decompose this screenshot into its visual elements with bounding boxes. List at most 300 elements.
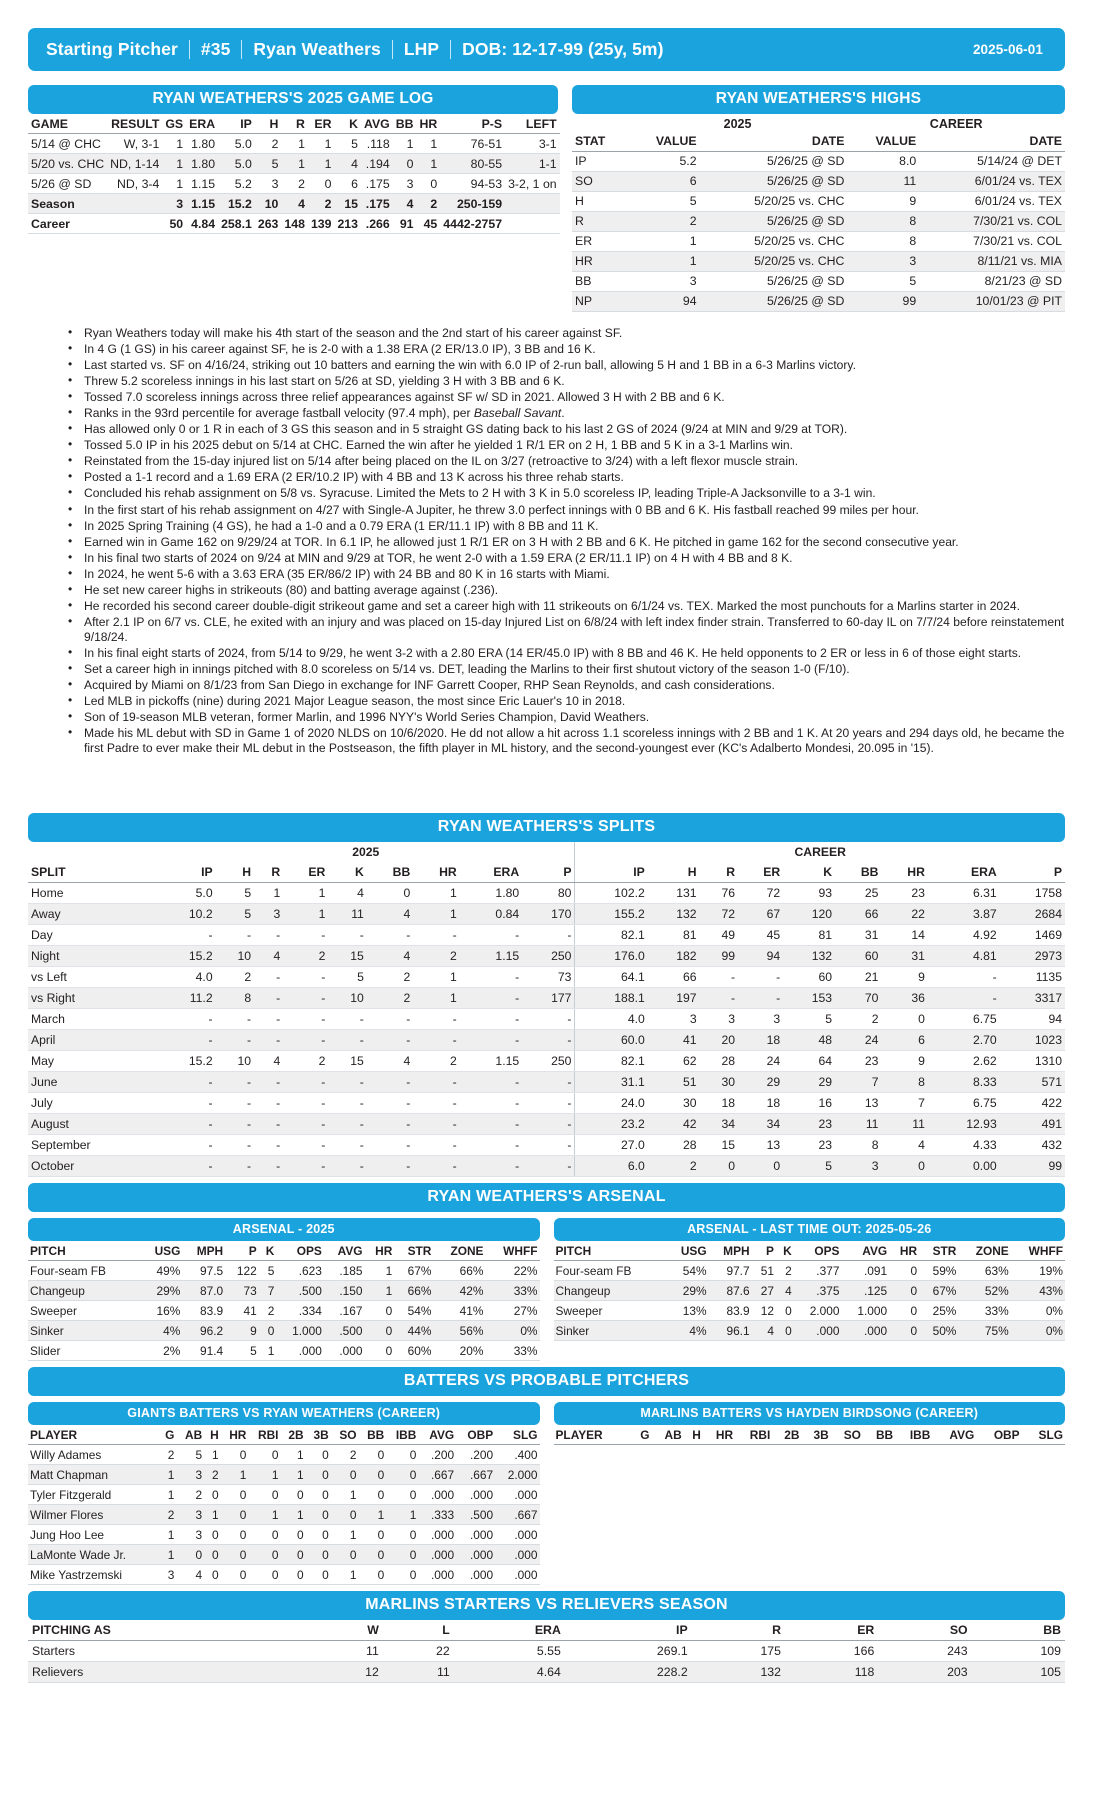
- splits-cell-career: 2.70: [928, 1030, 1000, 1051]
- splits-cell-career: 94: [1000, 1009, 1065, 1030]
- header-game-date: 2025-06-01: [972, 42, 1043, 57]
- splits-cell-career: 11: [881, 1114, 927, 1135]
- table-row: [28, 214, 560, 234]
- arsenal-lto-cell: 0: [889, 1301, 919, 1321]
- giants-cell: .000: [418, 1485, 456, 1505]
- splits-cell-2025: -: [283, 967, 328, 988]
- splits-cell-career: 176.0: [575, 946, 648, 967]
- arsenal-2025-cell: 87.0: [182, 1281, 225, 1301]
- marlins-col-rbi: RBI: [735, 1425, 772, 1445]
- highs-cell: BB: [572, 271, 628, 291]
- splits-cell-2025: 15: [328, 946, 366, 967]
- giants-col-slg: SLG: [495, 1425, 539, 1445]
- splits-cell-2025: -: [254, 1156, 283, 1177]
- arsenal-2025-cell: 60%: [394, 1341, 433, 1361]
- giants-cell: 0: [221, 1525, 249, 1545]
- batters-title: BATTERS VS PROBABLE PITCHERS: [28, 1367, 1065, 1396]
- splits-row-label: May: [28, 1051, 157, 1072]
- arsenal-2025-cell: 5: [259, 1261, 277, 1281]
- splits-cell-career: 9: [881, 1051, 927, 1072]
- highs-cell: SO: [572, 171, 628, 191]
- splits-cell-2025: -: [157, 1009, 216, 1030]
- gamelog-cell: 1: [281, 134, 308, 154]
- arsenal-2025-cell: 66%: [433, 1261, 485, 1281]
- starters-relievers-title: MARLINS STARTERS VS RELIEVERS SEASON: [28, 1591, 1065, 1620]
- splits-row-label: April: [28, 1030, 157, 1051]
- giants-batters-header: [28, 1425, 540, 1445]
- gamelog-total-cell: [107, 214, 162, 234]
- splits-group-2025: 2025: [352, 845, 380, 860]
- giants-cell: 1: [204, 1505, 220, 1525]
- arsenal-lto-cell: 33%: [958, 1301, 1010, 1321]
- table-row: [572, 171, 1065, 191]
- splits-row-label: August: [28, 1114, 157, 1135]
- splits-row-label: vs Right: [28, 988, 157, 1009]
- highs-col-stat-0: STAT: [572, 132, 628, 152]
- gamelog-cell: 1: [162, 154, 186, 174]
- marlins-col-hr: HR: [703, 1425, 735, 1445]
- giants-cell: 0: [306, 1445, 331, 1465]
- splits-cell-career: -: [928, 967, 1000, 988]
- splits-cell-career: 7: [881, 1093, 927, 1114]
- giants-cell: 0: [221, 1505, 249, 1525]
- splits-cell-2025: -: [522, 1093, 575, 1114]
- arsenal-2025-cell: 33%: [485, 1341, 539, 1361]
- svr-cell: 175: [692, 1641, 785, 1662]
- arsenal-2025-cell: 33%: [485, 1281, 539, 1301]
- splits-col-career-k: K: [783, 862, 835, 883]
- gamelog-cell: 1: [393, 134, 417, 154]
- arsenal-lto-cell: 63%: [958, 1261, 1010, 1281]
- marlins-col-so: SO: [831, 1425, 863, 1445]
- table-row: [28, 1525, 540, 1545]
- splits-table: [28, 842, 1065, 1177]
- giants-cell: 1: [280, 1505, 305, 1525]
- splits-col-s2025-r: R: [254, 862, 283, 883]
- giants-cell: 1: [386, 1505, 418, 1525]
- giants-cell: 2: [331, 1445, 359, 1465]
- splits-cell-2025: -: [522, 1030, 575, 1051]
- highs-col-value-3: VALUE: [847, 132, 919, 152]
- splits-cell-career: 1469: [1000, 925, 1065, 946]
- arsenal-lto-cell: 0%: [1011, 1321, 1065, 1341]
- splits-cell-2025: -: [413, 1072, 459, 1093]
- arsenal-lto-cell: Sweeper: [554, 1301, 667, 1321]
- table-row: [28, 1301, 540, 1321]
- gamelog-total-cell: 45: [417, 214, 441, 234]
- svr-cell: 12: [312, 1662, 383, 1683]
- splits-cell-2025: -: [522, 925, 575, 946]
- highs-cell: 94: [628, 291, 700, 311]
- splits-cell-2025: -: [254, 967, 283, 988]
- table-row: [28, 1545, 540, 1565]
- splits-cell-2025: 8: [216, 988, 254, 1009]
- splits-cell-career: 22: [881, 904, 927, 925]
- giants-cell: 0: [386, 1545, 418, 1565]
- arsenal-lto-cell: .000: [794, 1321, 842, 1341]
- gamelog-col-ip: IP: [218, 114, 255, 134]
- table-row: [28, 946, 1065, 967]
- splits-cell-career: -: [738, 988, 783, 1009]
- marlins-col-player: PLAYER: [554, 1425, 632, 1445]
- splits-cell-2025: 250: [522, 1051, 575, 1072]
- svr-cell: 243: [878, 1641, 971, 1662]
- svr-cell: 109: [972, 1641, 1065, 1662]
- splits-cell-2025: -: [460, 1114, 522, 1135]
- arsenal-lto-cell: Changeup: [554, 1281, 667, 1301]
- giants-col-bb: BB: [359, 1425, 387, 1445]
- arsenal-lto-cell: 4%: [667, 1321, 709, 1341]
- gamelog-cell: ND, 1-14: [107, 154, 162, 174]
- table-row: [28, 194, 560, 214]
- gamelog-total-cell: [505, 214, 560, 234]
- gamelog-total-cell: 263: [255, 214, 282, 234]
- svr-cell: 11: [383, 1662, 454, 1683]
- highs-cell: 9: [847, 191, 919, 211]
- highs-cell: 8/21/23 @ SD: [919, 271, 1065, 291]
- splits-cell-2025: 4: [254, 946, 283, 967]
- table-row: [28, 174, 560, 194]
- highs-cell: 8.0: [847, 151, 919, 171]
- arsenal-2025-cell: Sweeper: [28, 1301, 140, 1321]
- highs-cell: IP: [572, 151, 628, 171]
- arsenal-2025-cell: .623: [276, 1261, 323, 1281]
- arsenal-2025-cell: 1: [365, 1281, 395, 1301]
- arsenal-lto-cell: 52%: [958, 1281, 1010, 1301]
- splits-cell-2025: 1.80: [460, 883, 522, 904]
- gamelog-col-era: ERA: [186, 114, 218, 134]
- note-item: • After 2.1 IP on 6/7 vs. CLE, he exited with an injury and was placed on 15-day Injured List on 6/8/24 with left index finder strain. Transferred to 60-day IL on 7/7/24 before reinstatement 9/18/24.: [74, 615, 1065, 644]
- gamelog-total-cell: 3: [162, 194, 186, 214]
- svr-cell: 118: [785, 1662, 878, 1683]
- splits-cell-2025: -: [522, 1114, 575, 1135]
- gamelog-col-bb: BB: [393, 114, 417, 134]
- gamelog-total-cell: 213: [334, 214, 361, 234]
- splits-cell-2025: 4: [254, 1051, 283, 1072]
- arsenal-2025-cell: 83.9: [182, 1301, 225, 1321]
- splits-col-s2025-p: P: [522, 862, 575, 883]
- gamelog-total-cell: Season: [28, 194, 107, 214]
- splits-cell-career: 34: [700, 1114, 738, 1135]
- splits-col-s2025-k: K: [328, 862, 366, 883]
- marlins-col-slg: SLG: [1022, 1425, 1065, 1445]
- splits-col-s2025-h: H: [216, 862, 254, 883]
- gamelog-cell: 6: [334, 174, 361, 194]
- table-row: [28, 883, 1065, 904]
- splits-cell-2025: -: [254, 1030, 283, 1051]
- arsenal-2025-panel: [28, 1218, 540, 1361]
- splits-cell-career: 1310: [1000, 1051, 1065, 1072]
- giants-cell: 0: [280, 1525, 305, 1545]
- gamelog-total-cell: 250-159: [440, 194, 505, 214]
- svr-cell: Starters: [28, 1641, 312, 1662]
- splits-cell-career: 34: [738, 1114, 783, 1135]
- gamelog-cell: 1: [308, 134, 335, 154]
- gamelog-total-cell: 10: [255, 194, 282, 214]
- arsenal-2025-cell: .334: [276, 1301, 323, 1321]
- splits-cell-2025: -: [216, 1156, 254, 1177]
- highs-cell: 10/01/23 @ PIT: [919, 291, 1065, 311]
- splits-cell-career: 4.33: [928, 1135, 1000, 1156]
- highs-cell: 1: [628, 231, 700, 251]
- arsenal-lto-cell: .000: [841, 1321, 889, 1341]
- highs-group-2025: 2025: [723, 116, 752, 131]
- splits-cell-2025: -: [522, 1009, 575, 1030]
- giants-cell: 0: [221, 1565, 249, 1585]
- splits-col-career-ip: IP: [575, 862, 648, 883]
- giants-cell: 1: [359, 1505, 387, 1525]
- highs-cell: 6/01/24 vs. TEX: [919, 191, 1065, 211]
- giants-col-ab: AB: [176, 1425, 204, 1445]
- splits-cell-career: 30: [648, 1093, 700, 1114]
- arsenal-lto-cell: 2: [776, 1261, 794, 1281]
- arsenal-lto-cell: 29%: [667, 1281, 709, 1301]
- arsenal-lto-col-usg: USG: [667, 1241, 709, 1261]
- highs-cell: 5.2: [628, 151, 700, 171]
- highs-header: [572, 114, 1065, 151]
- splits-cell-2025: 4: [328, 883, 366, 904]
- splits-cell-career: 4: [881, 1135, 927, 1156]
- giants-batters-body: [28, 1445, 540, 1585]
- splits-row-label: September: [28, 1135, 157, 1156]
- highs-cell: 8: [847, 211, 919, 231]
- giants-cell: .000: [495, 1545, 539, 1565]
- table-row: [28, 1114, 1065, 1135]
- splits-cell-career: 3: [700, 1009, 738, 1030]
- splits-cell-career: 3317: [1000, 988, 1065, 1009]
- giants-cell: 0: [359, 1485, 387, 1505]
- splits-cell-career: 24.0: [575, 1093, 648, 1114]
- giants-cell: Wilmer Flores: [28, 1505, 159, 1525]
- splits-cell-2025: -: [283, 1030, 328, 1051]
- splits-cell-2025: -: [254, 1093, 283, 1114]
- table-header-row: [28, 862, 1065, 883]
- splits-cell-career: 21: [835, 967, 881, 988]
- splits-col-career-h: H: [648, 862, 700, 883]
- table-row: [28, 1281, 540, 1301]
- giants-col-2b: 2B: [280, 1425, 305, 1445]
- splits-cell-2025: -: [283, 1009, 328, 1030]
- giants-cell: 0: [176, 1545, 204, 1565]
- highs-table: [572, 114, 1065, 312]
- splits-cell-2025: -: [254, 925, 283, 946]
- gamelog-cell: 80-55: [440, 154, 505, 174]
- marlins-col-h: H: [684, 1425, 703, 1445]
- arsenal-2025-title: ARSENAL - 2025: [28, 1218, 540, 1241]
- splits-cell-career: 3: [648, 1009, 700, 1030]
- arsenal-2025-table: [28, 1241, 540, 1361]
- table-header-row: [28, 1425, 540, 1445]
- table-row: [28, 1662, 1065, 1683]
- splits-cell-career: 2: [835, 1009, 881, 1030]
- splits-col-career-er: ER: [738, 862, 783, 883]
- splits-cell-2025: -: [283, 988, 328, 1009]
- splits-cell-2025: -: [460, 1093, 522, 1114]
- svr-cell: 105: [972, 1662, 1065, 1683]
- splits-cell-2025: -: [157, 1156, 216, 1177]
- arsenal-2025-cell: 0: [365, 1301, 395, 1321]
- arsenal-lto-body: [554, 1261, 1066, 1341]
- gamelog-cell: 1: [308, 154, 335, 174]
- splits-cell-2025: -: [328, 1135, 366, 1156]
- splits-cell-career: 6: [881, 1030, 927, 1051]
- note-item: • Threw 5.2 scoreless innings in his last start on 5/26 at SD, yielding 3 H with 3 BB and 6 K.: [74, 374, 1065, 389]
- giants-cell: .500: [456, 1505, 495, 1525]
- splits-cell-2025: 10: [216, 1051, 254, 1072]
- highs-col-date-2: DATE: [700, 132, 848, 152]
- giants-cell: .200: [456, 1445, 495, 1465]
- arsenal-2025-cell: 29%: [140, 1281, 182, 1301]
- giants-cell: 3: [176, 1525, 204, 1545]
- gamelog-panel: [28, 85, 558, 234]
- highs-cell: 8/11/21 vs. MIA: [919, 251, 1065, 271]
- splits-cell-career: 23: [783, 1135, 835, 1156]
- gamelog-col-r: R: [281, 114, 308, 134]
- gamelog-body: [28, 134, 560, 234]
- splits-cell-2025: 2: [413, 946, 459, 967]
- giants-cell: 0: [386, 1485, 418, 1505]
- splits-cell-career: 82.1: [575, 925, 648, 946]
- gamelog-cell: 0: [308, 174, 335, 194]
- arsenal-lto-col-avg: AVG: [841, 1241, 889, 1261]
- splits-row-label: vs Left: [28, 967, 157, 988]
- highs-panel: [572, 85, 1065, 312]
- splits-cell-2025: -: [522, 1156, 575, 1177]
- giants-col-so: SO: [331, 1425, 359, 1445]
- splits-cell-2025: 250: [522, 946, 575, 967]
- arsenal-2025-col-whff: WHFF: [485, 1241, 539, 1261]
- gamelog-cell: ND, 3-4: [107, 174, 162, 194]
- gamelog-cell: 1.15: [186, 174, 218, 194]
- note-item: • He set new career highs in strikeouts (80) and batting average against (.236).: [74, 583, 1065, 598]
- table-row: [28, 1465, 540, 1485]
- table-row: [28, 1051, 1065, 1072]
- giants-cell: 0: [386, 1565, 418, 1585]
- splits-cell-2025: -: [216, 1009, 254, 1030]
- splits-cell-career: 9: [881, 967, 927, 988]
- splits-cell-2025: -: [413, 925, 459, 946]
- table-row: [572, 291, 1065, 311]
- table-row: [28, 925, 1065, 946]
- arsenal-2025-cell: 1: [365, 1261, 395, 1281]
- giants-cell: .333: [418, 1505, 456, 1525]
- giants-col-obp: OBP: [456, 1425, 495, 1445]
- splits-cell-career: 197: [648, 988, 700, 1009]
- gamelog-col-er: ER: [308, 114, 335, 134]
- splits-cell-2025: 5: [216, 883, 254, 904]
- splits-cell-career: 64.1: [575, 967, 648, 988]
- highs-cell: 11: [847, 171, 919, 191]
- splits-cell-career: 31: [835, 925, 881, 946]
- giants-cell: 0: [306, 1485, 331, 1505]
- splits-row-label: October: [28, 1156, 157, 1177]
- splits-cell-2025: 5: [216, 904, 254, 925]
- splits-cell-2025: -: [367, 1093, 413, 1114]
- splits-cell-career: 36: [881, 988, 927, 1009]
- note-item: • In his final two starts of 2024 on 9/24 at MIN and 9/29 at TOR, he went 2-0 with a 1.59 ERA (2 ER/11.1 IP) on 4 H with 4 BB and 8 K.: [74, 551, 1065, 566]
- splits-cell-2025: -: [413, 1135, 459, 1156]
- giants-cell: Willy Adames: [28, 1445, 159, 1465]
- splits-cell-career: 131: [648, 883, 700, 904]
- splits-cell-2025: -: [413, 1093, 459, 1114]
- giants-cell: 0: [306, 1505, 331, 1525]
- splits-cell-career: 24: [835, 1030, 881, 1051]
- arsenal-2025-col-avg: AVG: [324, 1241, 365, 1261]
- splits-cell-career: 94: [738, 946, 783, 967]
- table-row: [28, 1565, 540, 1585]
- header-throwing-hand: LHP: [403, 39, 440, 59]
- splits-cell-2025: 2: [283, 1051, 328, 1072]
- starters-relievers-body: [28, 1641, 1065, 1683]
- arsenal-2025-cell: 66%: [394, 1281, 433, 1301]
- arsenal-2025-cell: 91.4: [182, 1341, 225, 1361]
- arsenal-lto-cell: 97.7: [709, 1261, 752, 1281]
- marlins-col-bb: BB: [863, 1425, 895, 1445]
- splits-cell-2025: -: [157, 925, 216, 946]
- header-jersey-number: #35: [200, 39, 231, 59]
- splits-cell-career: 23: [881, 883, 927, 904]
- giants-cell: 1: [331, 1565, 359, 1585]
- splits-cell-2025: -: [283, 1114, 328, 1135]
- giants-cell: 1: [159, 1545, 176, 1565]
- splits-cell-career: 81: [648, 925, 700, 946]
- splits-cell-2025: -: [413, 1156, 459, 1177]
- arsenal-lto-cell: 0%: [1011, 1301, 1065, 1321]
- arsenal-lto-cell: 2.000: [794, 1301, 842, 1321]
- arsenal-lto-cell: 4: [776, 1281, 794, 1301]
- arsenal-2025-cell: 27%: [485, 1301, 539, 1321]
- splits-row-label: Away: [28, 904, 157, 925]
- splits-cell-2025: 1: [283, 904, 328, 925]
- arsenal-2025-cell: 0%: [485, 1321, 539, 1341]
- gamelog-cell: 5/14 @ CHC: [28, 134, 107, 154]
- gamelog-total-cell: 2: [417, 194, 441, 214]
- giants-cell: 2: [159, 1505, 176, 1525]
- batters-row: [28, 1402, 1065, 1585]
- giants-cell: 5: [176, 1445, 204, 1465]
- arsenal-lto-cell: 54%: [667, 1261, 709, 1281]
- splits-col-split: SPLIT: [28, 862, 157, 883]
- splits-cell-2025: 1: [413, 967, 459, 988]
- table-header-row: [554, 1425, 1066, 1445]
- gamelog-cell: 1-1: [505, 154, 560, 174]
- splits-cell-2025: -: [157, 1030, 216, 1051]
- splits-col-s2025-er: ER: [283, 862, 328, 883]
- splits-cell-career: 6.31: [928, 883, 1000, 904]
- note-item: • In 2024, he went 5-6 with a 3.63 ERA (35 ER/86/2 IP) with 24 BB and 80 K in 16 starts with Miami.: [74, 567, 1065, 582]
- splits-cell-career: 29: [738, 1072, 783, 1093]
- gamelog-cell: .194: [361, 154, 393, 174]
- arsenal-lto-col-hr: HR: [889, 1241, 919, 1261]
- gamelog-cell: 5.2: [218, 174, 255, 194]
- table-row: [28, 1009, 1065, 1030]
- splits-cell-career: 5: [783, 1156, 835, 1177]
- gamelog-total-cell: 91: [393, 214, 417, 234]
- gamelog-cell: 2: [255, 134, 282, 154]
- splits-cell-career: 27.0: [575, 1135, 648, 1156]
- table-row: [572, 251, 1065, 271]
- splits-cell-2025: -: [254, 1135, 283, 1156]
- gamelog-total-cell: 148: [281, 214, 308, 234]
- splits-cell-career: 70: [835, 988, 881, 1009]
- giants-cell: .000: [456, 1565, 495, 1585]
- arsenal-2025-body: [28, 1261, 540, 1361]
- splits-cell-career: 6.0: [575, 1156, 648, 1177]
- giants-cell: .000: [418, 1545, 456, 1565]
- splits-cell-career: 62: [648, 1051, 700, 1072]
- highs-cell: 5: [847, 271, 919, 291]
- giants-cell: 1: [280, 1445, 305, 1465]
